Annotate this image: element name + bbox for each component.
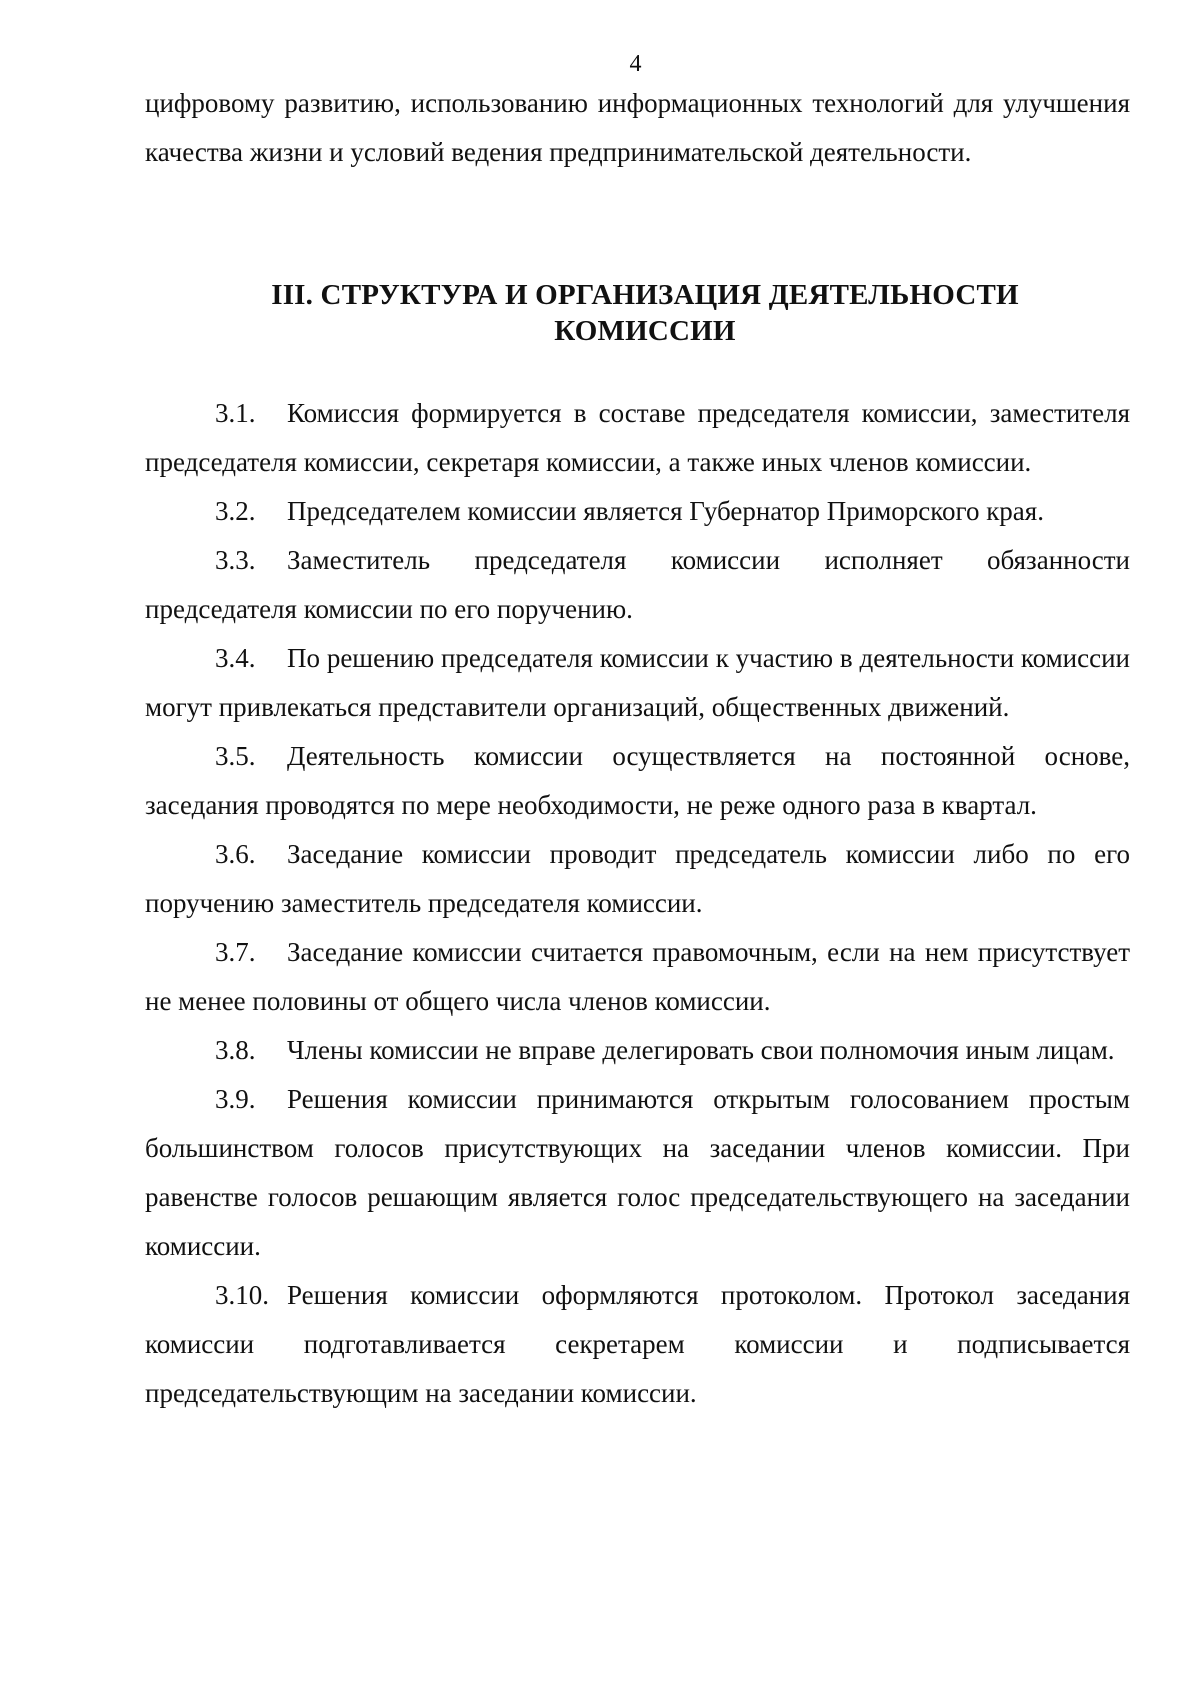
clause-number: 3.9. xyxy=(215,1084,256,1114)
clause-text: По решению председателя комиссии к участию в деятельности комиссии могут привлекаться представители организаций, общественных движений. xyxy=(145,643,1130,722)
clause-3-8 xyxy=(145,1026,1130,1075)
clause-number: 3.4. xyxy=(215,643,256,673)
clause-number: 3.6. xyxy=(215,839,256,869)
clause-number: 3.5. xyxy=(215,741,256,771)
clause-number: 3.7. xyxy=(215,937,256,967)
clause-text: Деятельность комиссии осуществляется на постоянной основе, заседания проводятся по мере необходимости, не реже одного раза в квартал. xyxy=(145,741,1130,820)
clause-text: Заседание комиссии считается правомочным, если на нем присутствует не менее половины от общего числа членов комиссии. xyxy=(145,937,1130,1016)
clause-text: Заместитель председателя комиссии исполняет обязанности председателя комиссии по его поручению. xyxy=(145,545,1130,624)
intro-paragraph: цифровому развитию, использованию информационных технологий для улучшения качества жизни и условий ведения предпринимательской деятельности. xyxy=(145,88,1130,167)
clause-number: 3.8. xyxy=(215,1035,256,1065)
clause-number: 3.2. xyxy=(215,496,256,526)
clause-text: Комиссия формируется в составе председателя комиссии, заместителя председателя комиссии, секретаря комиссии, а также иных членов комиссии. xyxy=(145,398,1130,477)
clause-number: 3.3. xyxy=(215,545,256,575)
clause-3-3 xyxy=(145,536,1130,634)
clause-3-6 xyxy=(145,830,1130,928)
clause-3-9 xyxy=(145,1075,1130,1271)
clause-text: Председателем комиссии является Губернатор Приморского края. xyxy=(287,496,1044,526)
clause-number: 3.10. xyxy=(215,1280,269,1310)
clause-3-10 xyxy=(145,1271,1130,1418)
clause-text: Члены комиссии не вправе делегировать свои полномочия иным лицам. xyxy=(287,1035,1115,1065)
clauses-list xyxy=(145,389,1130,1418)
clause-text: Заседание комиссии проводит председатель комиссии либо по его поручению заместитель председателя комиссии. xyxy=(145,839,1130,918)
clause-3-4 xyxy=(145,634,1130,732)
clause-3-2 xyxy=(145,487,1130,536)
clause-3-1 xyxy=(145,389,1130,487)
section-title-line-2: КОМИССИИ xyxy=(554,315,736,347)
clause-text: Решения комиссии оформляются протоколом. Протокол заседания комиссии подготавливается секретарем комиссии и подписывается председательствующим на заседании комиссии. xyxy=(145,1280,1130,1408)
section-title-line-1: III. СТРУКТУРА И ОРГАНИЗАЦИЯ ДЕЯТЕЛЬНОСТИ xyxy=(271,279,1019,311)
section-title xyxy=(145,277,1145,349)
clause-number: 3.1. xyxy=(215,398,256,428)
page-number: 4 xyxy=(629,51,642,77)
clause-text: Решения комиссии принимаются открытым голосованием простым большинством голосов присутствующих на заседании членов комиссии. При равенстве голосов решающим является голос председательствующего на заседании комиссии. xyxy=(145,1084,1130,1261)
clause-3-7 xyxy=(145,928,1130,1026)
clause-3-5 xyxy=(145,732,1130,830)
